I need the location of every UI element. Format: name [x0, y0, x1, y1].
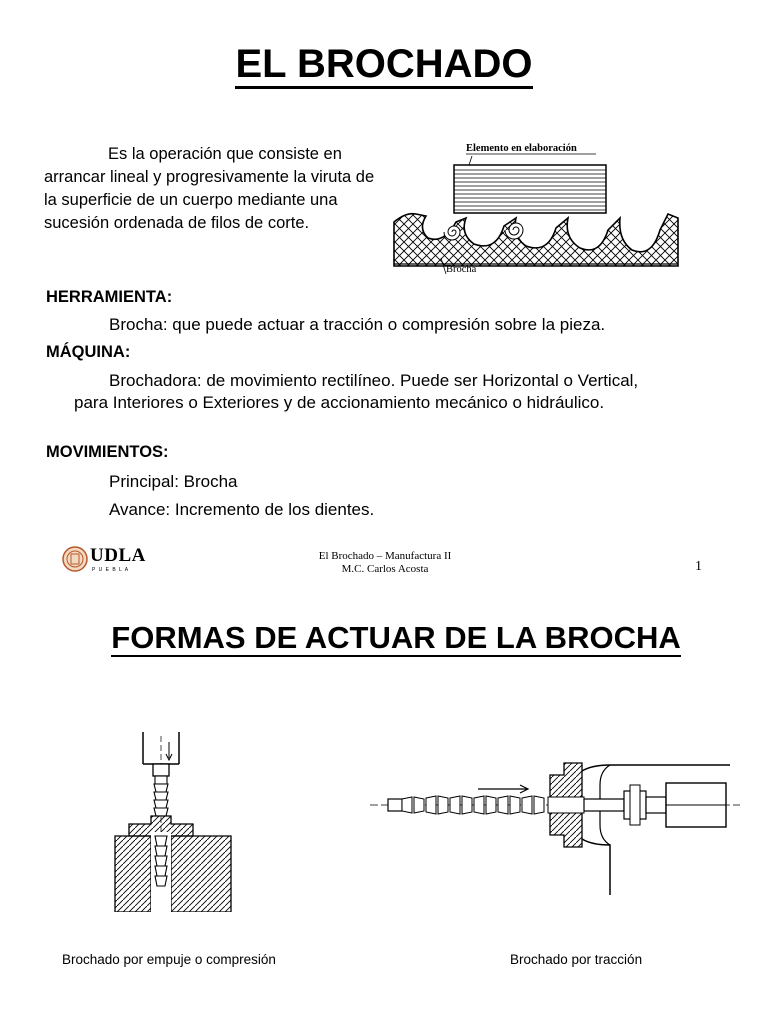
movimiento-principal: Principal: Brocha	[109, 472, 238, 491]
page-number: 1	[695, 559, 702, 574]
caption-push: Brochado por empuje o compresión	[62, 952, 276, 967]
udla-seal-icon	[62, 545, 88, 573]
caption-pull: Brochado por tracción	[510, 952, 643, 967]
workpiece-block	[454, 165, 606, 213]
heading-herramienta: HERRAMIENTA:	[46, 288, 173, 306]
intro-paragraph: Es la operación que consiste en arrancar lineal y progresivamente la viruta de la superficie de un cuerpo mediante una sucesión ordenada de filos de corte.	[44, 145, 375, 232]
broach-label: Brocha	[446, 264, 477, 275]
herramienta-text: Brocha: que puede actuar a tracción o compresión sobre la pieza.	[109, 315, 606, 334]
maquina-text: Brochadora: de movimiento rectilíneo. Puede ser Horizontal o Vertical, para Interiores o Exteriores y de accionamiento mecánico o hidráulico.	[74, 371, 639, 412]
pull-broaching-diagram	[360, 735, 745, 895]
broaching-diagram	[386, 134, 686, 284]
push-broaching-diagram	[105, 732, 245, 912]
heading-maquina: MÁQUINA:	[46, 343, 131, 361]
section-title: FORMAS DE ACTUAR DE LA BROCHA	[111, 620, 681, 655]
workpiece-label: Elemento en elaboración	[466, 143, 577, 154]
footer-info: El Brochado – Manufactura II M.C. Carlos Acosta	[318, 550, 452, 575]
broach-body	[394, 214, 678, 266]
movimiento-avance: Avance: Incremento de los dientes.	[109, 500, 375, 519]
udla-logo: UDLA P U E B L A	[62, 543, 182, 575]
page-title: EL BROCHADO	[0, 42, 768, 87]
heading-movimientos: MOVIMIENTOS:	[46, 443, 169, 461]
